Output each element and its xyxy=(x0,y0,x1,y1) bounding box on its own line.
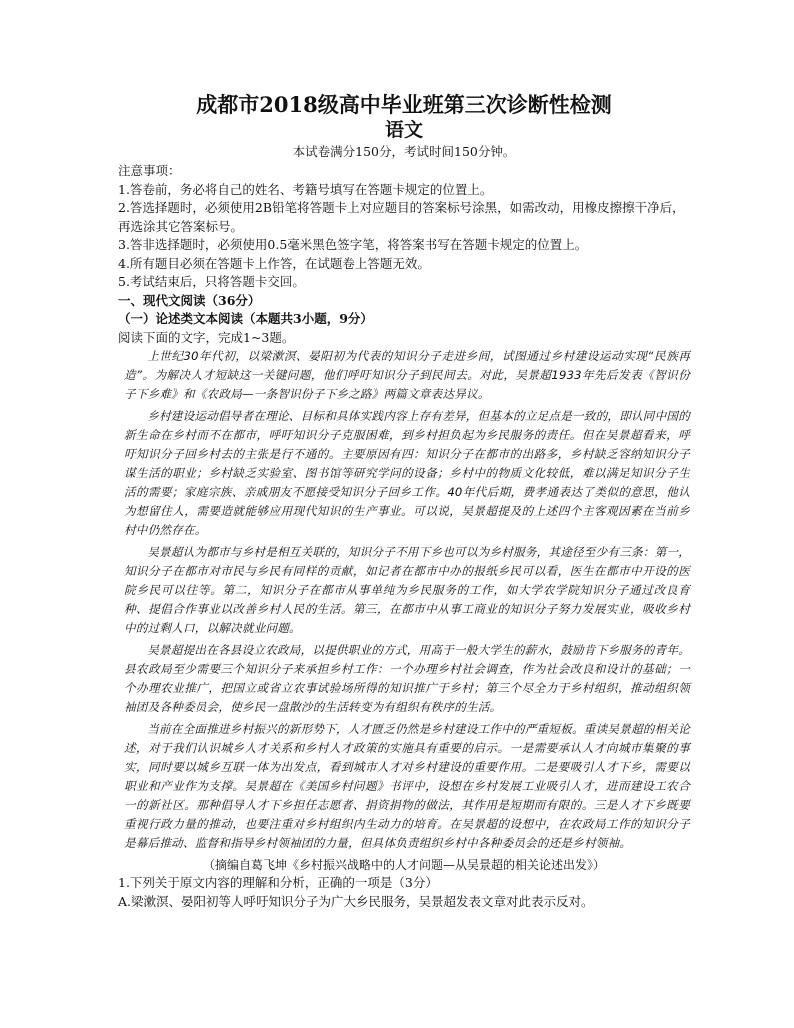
article-paragraph: 乡村建设运动倡导者在理论、目标和具体实践内容上存有差异，但基本的立足点是一致的，即认同中国的新生命在乡村而不在都市，呼吁知识分子克服困难，到乡村担负起为乡民服务的责任。但在吴景超看来，呼吁知识分子回乡村去的主张是行不通的。主要原因有四：知识分子在都市的出路多，乡村缺乏容纳知识分子谋生活的职业；乡村缺乏实验室、图书馆等研究学问的设备；乡村中的物质文化较低，难以满足知识分子生活的需要；家庭宗族、亲戚朋友不愿接受知识分子回乡工作。40年代后期，费孝通表达了类似的意思，他认为想留住人，需要造就能够应用现代知识的生产事业。可以说，吴景超提及的上述四个主客观因素在当前乡村中仍然存在。 xyxy=(124,409,690,537)
exam-info: 本试卷满分150分，考试时间150分钟。 xyxy=(292,144,516,159)
article-paragraph: 吴景超认为都市与乡村是相互关联的，知识分子不用下乡也可以为乡村服务，其途径至少有三条：第一，知识分子在都市对市民与乡民有同样的贡献，如记者在都市中办的报纸乡民可以看，医生在都市中开设的医院乡民可以往等。第二，知识分子在都市从事单纯为乡民服务的工作，如大学农学院知识分子通过改良育种、提倡合作事业以改善乡村人民的生活。第三，在都市中从事工商业的知识分子努力发展实业，吸收乡村中的过剩人口，以解决就业问题。 xyxy=(124,545,690,635)
reading-instruction: 阅读下面的文字，完成1~3题。 xyxy=(118,329,295,345)
subsection-heading: （一）论述类文本阅读（本题共3小题，9分） xyxy=(118,311,373,326)
notice-item: 2.答选择题时，必须使用2B铅笔将答题卡上对应题目的答案标号涂黑，如需改动，用橡皮擦擦干净后，再选涂其它答案标号。 xyxy=(118,200,685,234)
notice-item: 3.答非选择题时，必须使用0.5毫米黑色签字笔，将答案书写在答题卡规定的位置上。 xyxy=(118,237,588,252)
subject-title: 语文 xyxy=(384,119,423,141)
notice-item: 4.所有题目必须在答题卡上作答，在试题卷上答题无效。 xyxy=(118,255,430,271)
section-heading: 一、现代文阅读（36分） xyxy=(118,292,261,308)
article-source: （摘编自葛飞坤《乡村振兴战略中的人才问题—从吴景超的相关论述出发》） xyxy=(202,858,605,872)
notice-item: 5.考试结束后，只将答题卡交回。 xyxy=(118,274,305,289)
notice-item: 1.答卷前，务必将自己的姓名、考籍号填写在答题卡规定的位置上。 xyxy=(118,181,493,197)
exam-title: 成都市2018级高中毕业班第三次诊断性检测 xyxy=(196,92,612,117)
article-paragraph: 吴景超提出在各县设立农政局，以提供职业的方式，用高于一般大学生的薪水，鼓励肯下乡服务的青年。县农政局至少需要三个知识分子来承担乡村工作：一个办理乡村社会调查，作为社会改良和设计的基础；一个办理农业推广，把国立或省立农事试验场所得的知识推广于乡村；第三个尽全力于乡村组织，推动组织领袖团及各种委员会，使乡民一盘散沙的生活转变为有组织有秩序的生活。 xyxy=(124,643,690,714)
exam-page xyxy=(118,92,690,911)
question-stem: 1.下列关于原文内容的理解和分析，正确的一项是（3分） xyxy=(118,875,438,890)
article-paragraph: 上世纪30年代初，以梁漱溟、晏阳初为代表的知识分子走进乡间，试图通过乡村建设运动实现“民族再造”。为解决人才短缺这一关键问题，他们呼吁知识分子到民间去。对此，吴景超1933年先后发表《智识份子下乡难》和《农政局—一条智识份子下乡之路》两篇文章表达异议。 xyxy=(124,349,690,401)
article-paragraph: 当前在全面推进乡村振兴的新形势下，人才匮乏仍然是乡村建设工作中的严重短板。重读吴景超的相关论述，对于我们认识城乡人才关系和乡村人才政策的实施具有重要的启示。一是需要承认人才向城市集聚的事实，同时要以城乡互联一体为出发点，看到城市人才对乡村建设的重要作用。二是要吸引人才下乡，需要以职业和产业作为支撑。吴景超在《美国乡村问题》书评中，设想在乡村发展工业吸引人才，进而建设工农合一的新社区。那种倡导人才下乡担任志愿者、捐资捐物的做法，其作用是短期而有限的。三是人才下乡既要重视行政力量的推动，也要注重对乡村组织内生动力的培育。在吴景超的设想中，在农政局工作的知识分子是幕后推动、监督和指导乡村领袖团的力量，但具体负责组织乡村中各种委员会的还是乡村领袖。 xyxy=(124,722,690,850)
reading-article xyxy=(118,347,690,853)
question-option-a: A.梁漱溟、晏阳初等人呼吁知识分子为广大乡民服务，吴景超发表文章对此表示反对。 xyxy=(118,893,594,909)
notice-list xyxy=(118,181,690,292)
notice-heading: 注意事项： xyxy=(118,163,181,178)
